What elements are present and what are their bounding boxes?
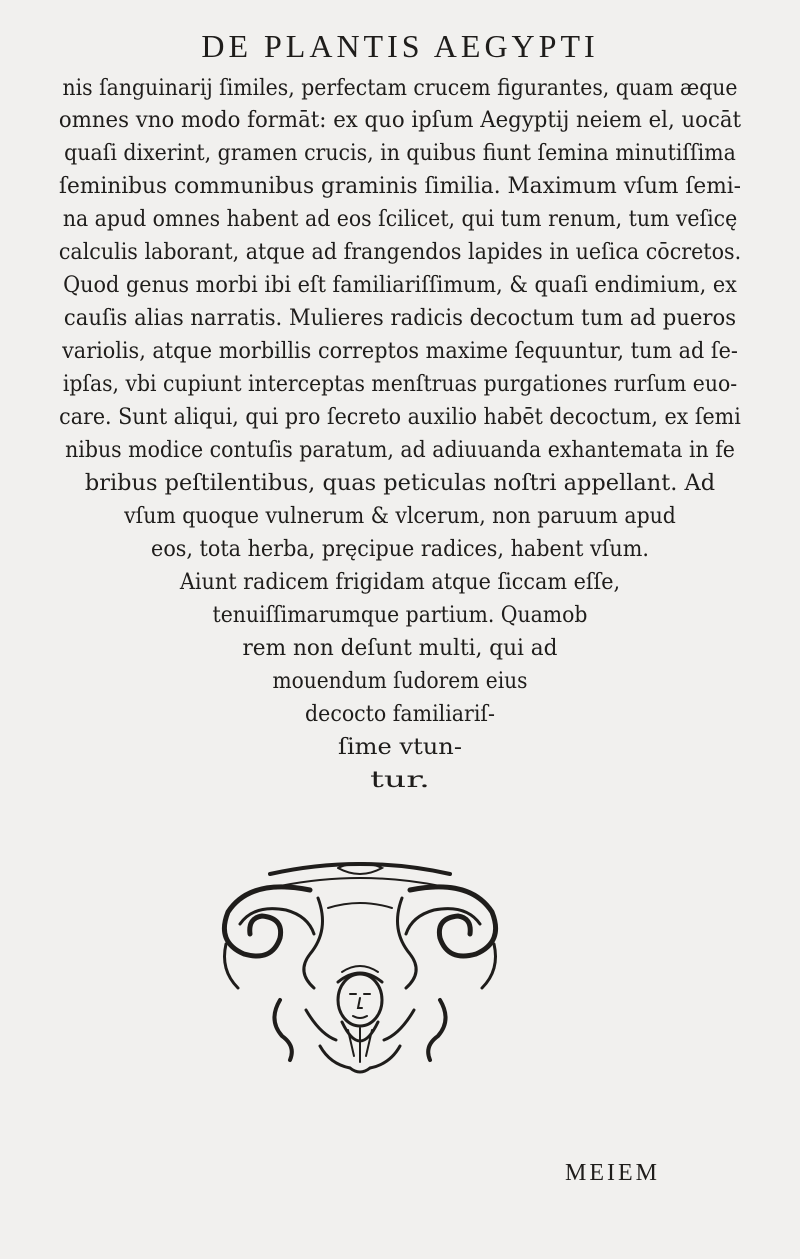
text-line-10: ipſas, vbi cupiunt interceptas menſtruas purgationes rurſum euo-	[62, 372, 738, 397]
text-line-19: mouendum ſudorem eius	[272, 669, 528, 694]
text-line-14: vſum quoque vulnerum & vlcerum, non paruum apud	[124, 504, 676, 529]
text-line-9: variolis, atque morbillis correptos maxime ſequuntur, tum ad ſe-	[62, 339, 738, 364]
catchword: MEIEM	[565, 1160, 660, 1186]
text-line-1: nis ſanguinarij ſimiles, perfectam crucem figurantes, quam æque	[62, 76, 738, 101]
text-line-21: ſime vtun-	[338, 735, 462, 760]
grotesque-head-ornament-icon	[210, 850, 510, 1080]
text-line-5: na apud omnes habent ad eos ſcilicet, qui tum renum, tum veſicę	[62, 207, 738, 232]
text-line-18: rem non deſunt multi, qui ad	[242, 636, 558, 661]
text-line-4: ſeminibus communibus graminis ſimilia. Maximum vſum ſemi-	[58, 174, 742, 199]
text-line-2: omnes vno modo formāt: ex quo ipſum Aegyptij neiem el, uocāt	[58, 108, 742, 133]
text-line-20: decocto familiariſ-	[305, 702, 495, 727]
text-line-17: tenuiſſimarumque partium. Quamob	[212, 603, 588, 628]
text-line-8: cauſis alias narratis. Mulieres radicis decoctum tum ad pueros	[63, 306, 737, 331]
text-line-13: bribus peſtilentibus, quas peticulas noſtri appellant. Ad	[84, 471, 716, 496]
text-line-11: care. Sunt aliqui, qui pro ſecreto auxilio habēt decoctum, ex ſemi	[59, 405, 741, 430]
running-title: DE PLANTIS AEGYPTI	[201, 28, 599, 64]
text-line-22: tur.	[369, 768, 430, 793]
text-line-12: nibus modice contuſis paratum, ad adiuuanda exhantemata in fe	[65, 438, 735, 463]
text-line-7: Quod genus morbi ibi eſt familiariſſimum, & quaſi endimium, ex	[63, 273, 737, 298]
text-line-6: calculis laborant, atque ad frangendos lapides in ueſica cōcretos.	[58, 240, 742, 265]
text-line-16: Aiunt radicem frigidam atque ſiccam eſſe,	[179, 570, 621, 595]
text-line-15: eos, tota herba, pręcipue radices, habent vſum.	[151, 537, 649, 562]
text-line-3: quaſi dixerint, gramen crucis, in quibus fiunt ſemina minutiſſima	[64, 141, 736, 166]
